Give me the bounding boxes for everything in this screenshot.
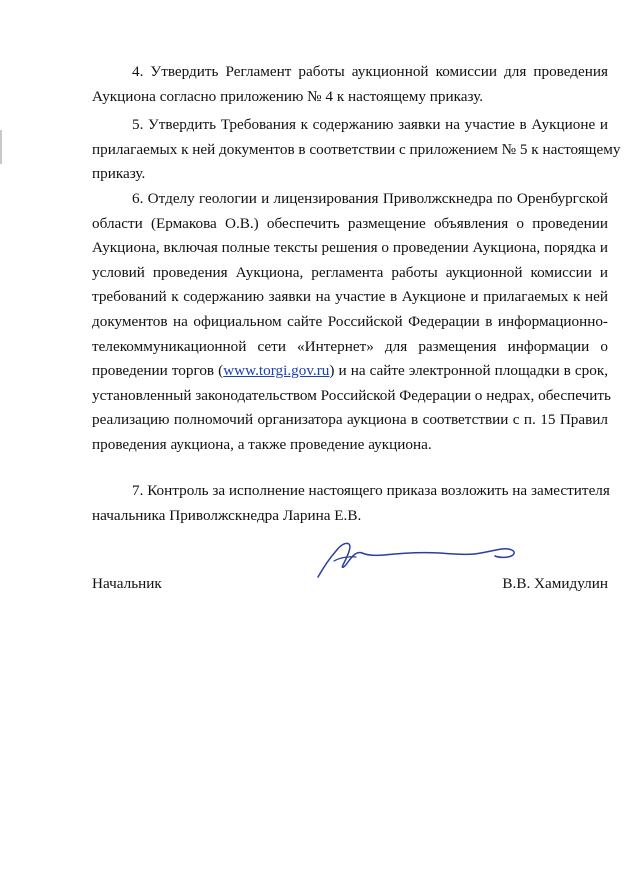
- clause-7-line-1: 7. Контроль за исполнение настоящего приказа возложить на заместителя: [132, 482, 610, 499]
- clause-6-line-8: [92, 359, 608, 384]
- torgi-link[interactable]: www.torgi.gov.ru: [223, 362, 330, 380]
- clause-7-line-2: начальника Приволжскнедра Ларина Е.В.: [92, 506, 362, 524]
- clause-4-line-2: Аукциона согласно приложению № 4 к настоящему приказу.: [92, 87, 484, 105]
- clause-5: [92, 113, 621, 187]
- clause-6-line-3: Аукциона, включая полные тексты решения о проведении Аукциона, порядка и: [92, 239, 608, 257]
- clause-5-line-3: приказу.: [92, 165, 146, 183]
- clause-4-line-1: 4. Утвердить Регламент работы аукционной комиссии для проведения: [132, 63, 608, 80]
- handwritten-signature: [312, 534, 522, 584]
- clause-6-line-5: требований к содержанию заявки на участие в Аукционе и прилагаемых к ней: [92, 288, 608, 306]
- clause-6: [92, 187, 611, 458]
- clause-5-line-2: прилагаемых к ней документов в соответствии с приложением № 5 к настоящему: [92, 140, 621, 158]
- clause-5-line-1: 5. Утвердить Требования к содержанию заявки на участие в Аукционе и: [132, 116, 608, 133]
- clause-6-line-1: 6. Отделу геологии и лицензирования Приволжскнедра по Оренбургской: [132, 190, 608, 207]
- clause-6-line-8-start: проведении торгов (: [92, 362, 224, 380]
- clause-6-line-11: проведения аукциона, а также проведение аукциона.: [92, 435, 432, 453]
- clause-6-line-10: реализацию полномочий организатора аукциона в соответствии с п. 15 Правил: [92, 411, 608, 429]
- clause-6-line-2: области (Ермакова О.В.) обеспечить размещение объявления о проведении: [92, 214, 608, 232]
- clause-7: [92, 479, 608, 528]
- signer-title: Начальник: [92, 575, 162, 592]
- signer-name: В.В. Хамидулин: [502, 575, 608, 592]
- clause-6-line-9: установленный законодательством Российской Федерации о недрах, обеспечить: [92, 386, 611, 404]
- clause-6-line-6: документов на официальном сайте Российской Федерации в информационно-: [92, 312, 608, 330]
- clause-6-line-4: условий проведения Аукциона, регламента работы аукционной комиссии и: [92, 263, 608, 281]
- scan-edge-mark: [0, 130, 2, 164]
- clause-4: [92, 60, 608, 109]
- clause-6-line-7: телекоммуникационной сети «Интернет» для размещения информации о: [92, 337, 608, 355]
- clause-6-line-8-end: ) и на сайте электронной площадки в срок,: [329, 362, 609, 380]
